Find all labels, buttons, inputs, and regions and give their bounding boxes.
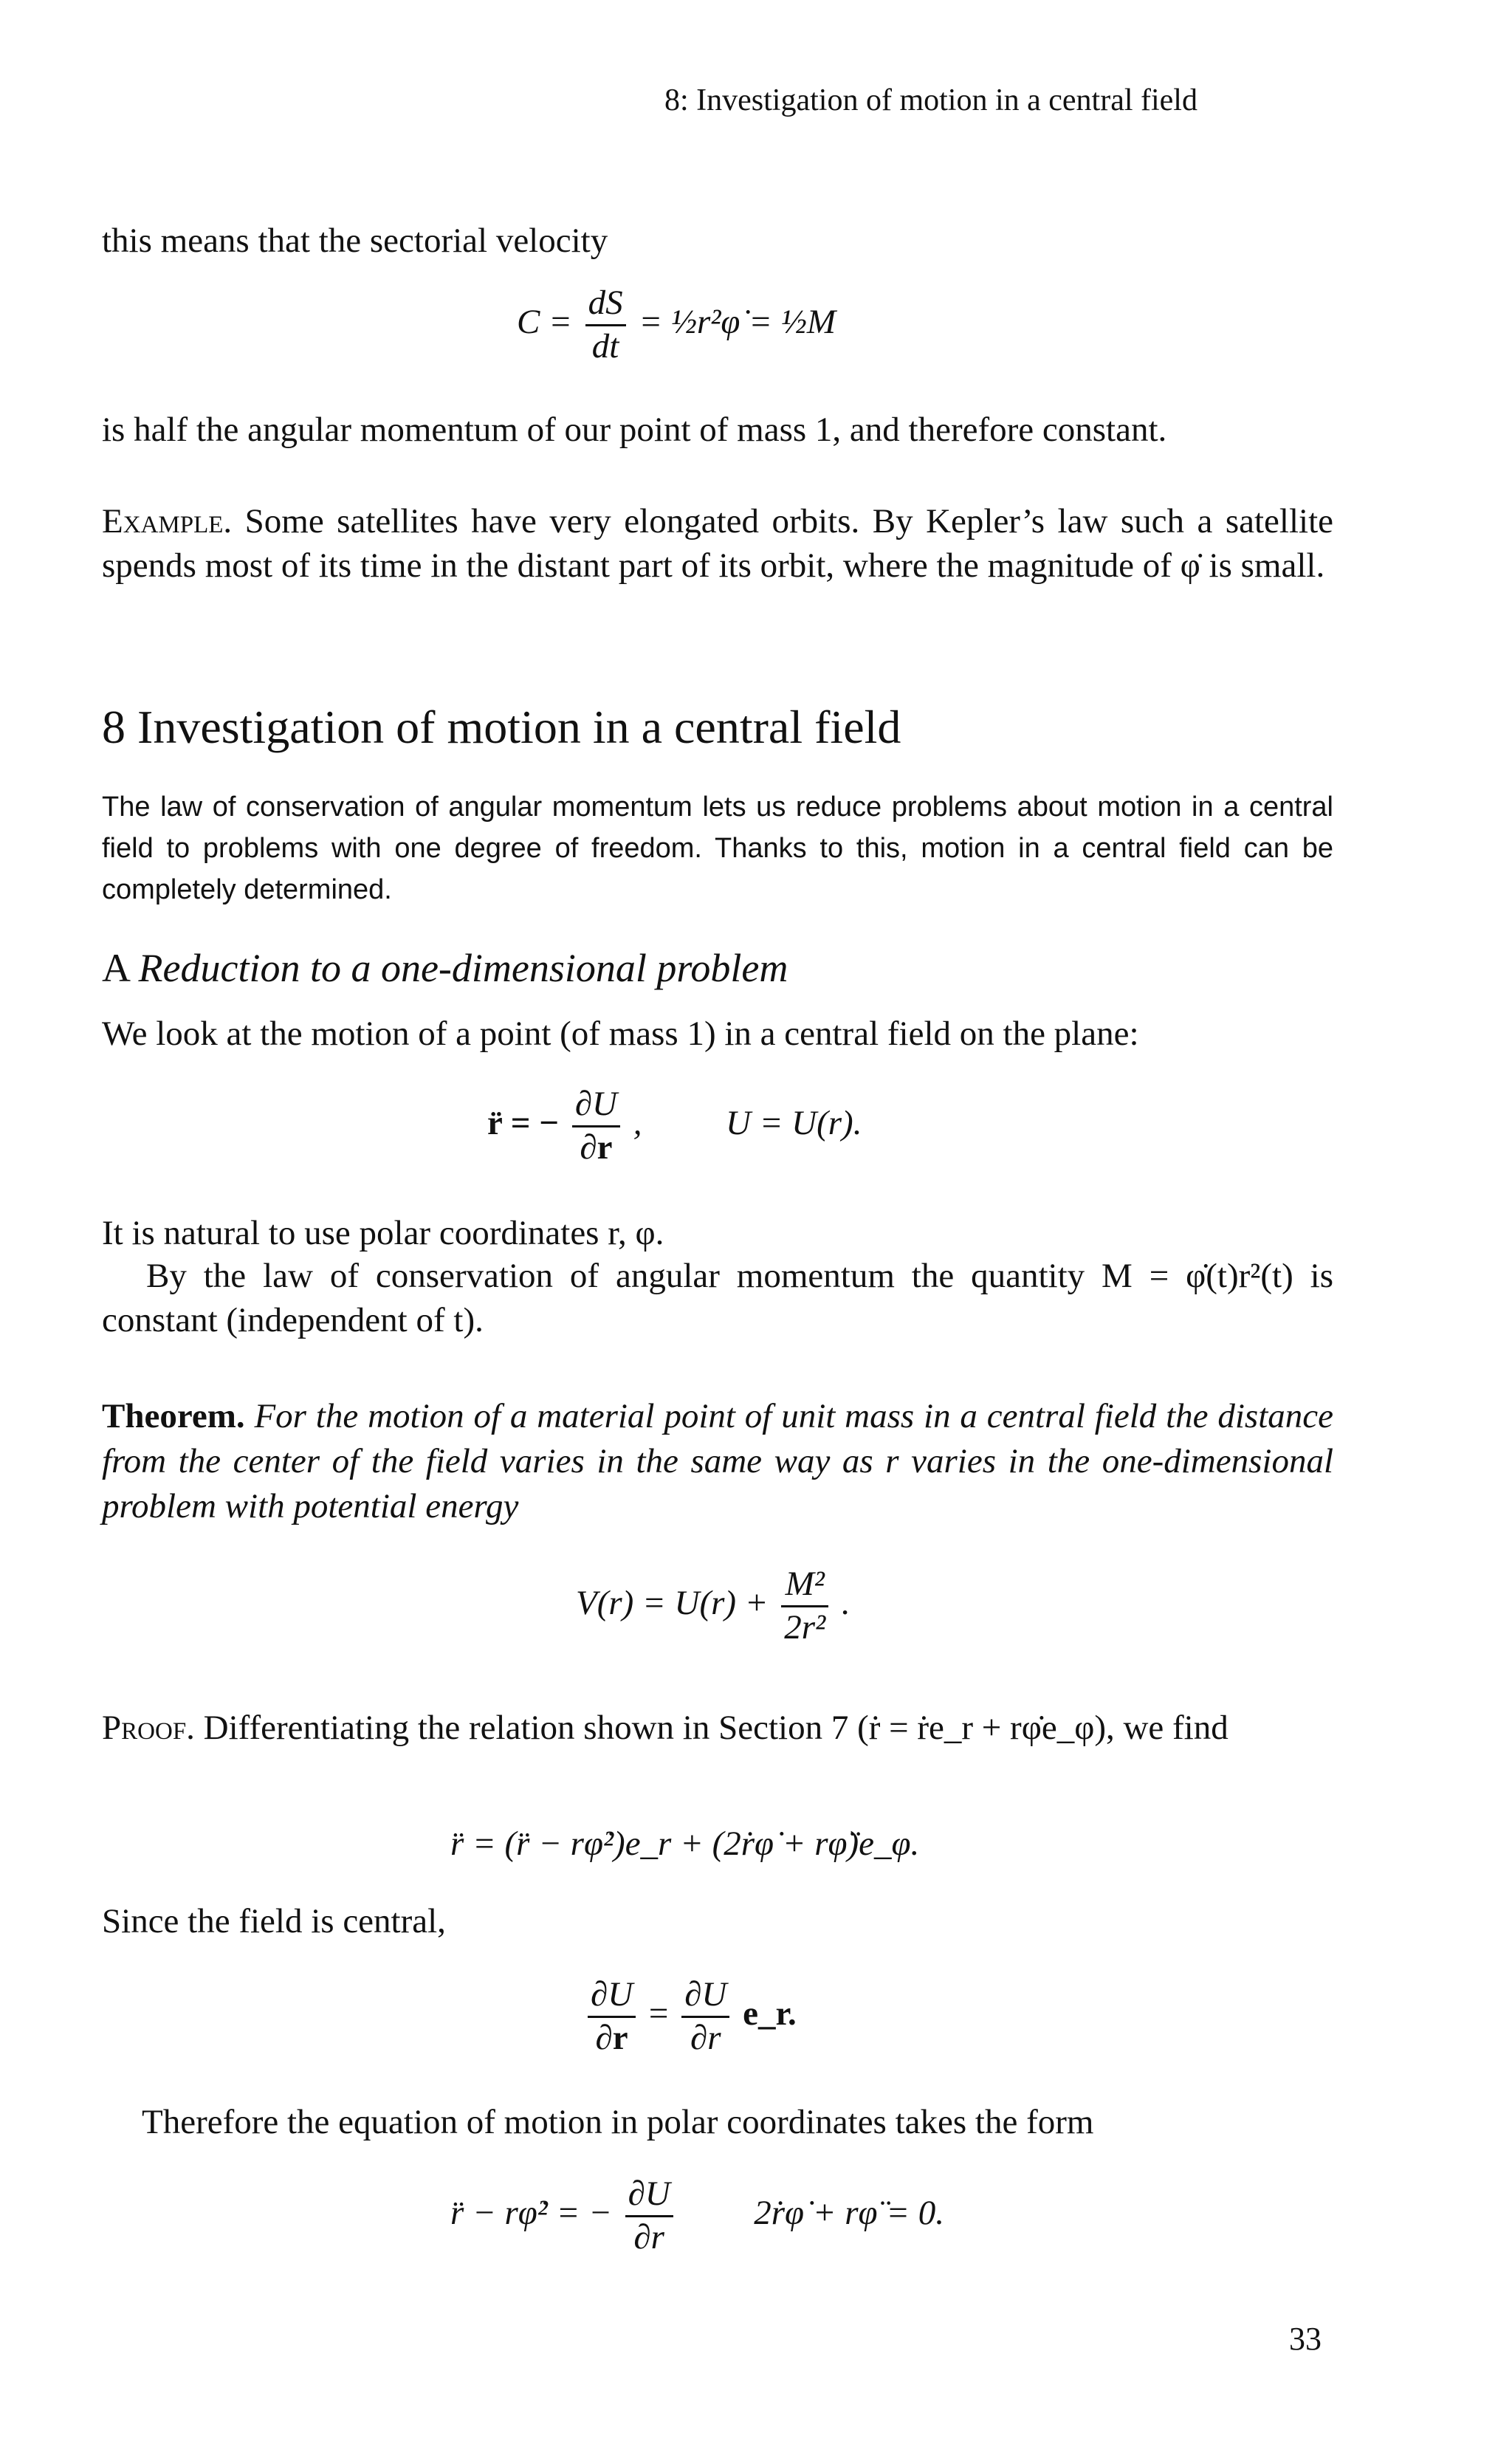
eq2-fraction [572,1085,620,1167]
eq2-comma: , [633,1103,642,1142]
paragraph-motion-plane: We look at the motion of a point (of mass 1) in a central field on the plane: [102,1015,1139,1053]
section-heading: 8 Investigation of motion in a central field [102,701,901,753]
eq5-denominator-left: ∂r [595,2018,628,2057]
eq3-period: . [841,1583,850,1622]
eq3-numerator: M² [781,1565,828,1607]
paragraph-field-central: Since the field is central, [102,1902,446,1940]
eq2-numerator: ∂U [572,1085,620,1127]
eq1-fraction [585,284,626,365]
example-text: Some satellites have very elongated orbits. By Kepler’s law such a satellite spends most of its time in the distant part of its orbit, where the magnitude of φ̇ is small. [102,502,1333,586]
subsection-letter: A [102,946,129,990]
eq3-lhs: V(r) = U(r) + [576,1583,769,1622]
theorem-block [102,1394,1333,1529]
proof-text: Differentiating the relation shown in Section 7 (ṙ = ṙe_r + rφ̇e_φ), we find [203,1709,1228,1747]
eq2-second: U = U(r). [726,1103,862,1142]
eq5-fraction-right [681,1976,729,2057]
eq1-rhs: = ½r²φ̇ = ½M [639,302,836,341]
equation-motion-polar [450,2175,944,2256]
eq5-fraction-left [588,1976,636,2057]
eq5-numerator-left: ∂U [588,1976,636,2018]
example-label: Example. [102,502,233,540]
eq3-denominator: 2r² [784,1607,826,1647]
eq6-numerator: ∂U [625,2175,673,2217]
proof-label: Proof. [102,1709,195,1747]
section-abstract: The law of conservation of angular momentum lets us reduce problems about motion in a central field to problems with one degree of freedom. Thanks to this, motion in a central field can be completely determined. [102,792,1333,905]
eq6-denominator: ∂r [633,2217,664,2256]
eq1-denominator: dt [591,326,619,365]
paragraph-angular-momentum: By the law of conservation of angular momentum the quantity M = φ̇(t)r²(t) is constant (independent of t). [102,1257,1333,1340]
page-number: 33 [1289,2321,1322,2357]
eq6-second: 2ṙφ̇ + rφ̈ = 0. [754,2193,945,2232]
equation-gradient-radial [583,1976,797,2057]
eq5-numerator-right: ∂U [681,1976,729,2018]
theorem-text: For the motion of a material point of unit mass in a central field the distance from the center of the field varies in the same way as r varies in the one-dimensional problem with potential energy [102,1397,1333,1526]
equation-acceleration-polar: r̈ = (r̈ − rφ̇²)e_r + (2ṙφ̇ + rφ̈)e_φ. [450,1825,920,1863]
eq5-denominator-right: ∂r [690,2018,721,2057]
paragraph-polar-coordinates: It is natural to use polar coordinates r, φ. [102,1214,664,1252]
paragraph-intro: this means that the sectorial velocity [102,222,608,260]
proof-paragraph [102,1706,1333,1750]
example-paragraph [102,499,1333,588]
eq1-numerator: dS [585,284,626,326]
equation-sectorial-velocity [517,284,836,365]
equation-effective-potential [576,1565,850,1647]
eq5-equals: = [648,1994,669,2033]
subsection-title: Reduction to a one-dimensional problem [138,946,788,990]
eq1-lhs: C = [517,302,572,341]
eq6-lhs: r̈ − rφ̇² = − [450,2193,612,2232]
running-header: 8: Investigation of motion in a central field [664,83,1197,117]
eq6-fraction [625,2175,673,2256]
equation-newton-central [487,1085,862,1167]
eq2-denominator: ∂r [580,1127,613,1167]
paragraph-equation-of-motion: Therefore the equation of motion in polar coordinates takes the form [142,2103,1094,2141]
subsection-heading [102,945,788,991]
theorem-label: Theorem. [102,1397,245,1435]
eq2-lhs: r̈ = − [487,1103,560,1142]
eq3-fraction [781,1565,828,1647]
paragraph-half-momentum: is half the angular momentum of our point of mass 1, and therefore constant. [102,411,1167,449]
eq5-unit-vector: e_r. [743,1994,797,2033]
